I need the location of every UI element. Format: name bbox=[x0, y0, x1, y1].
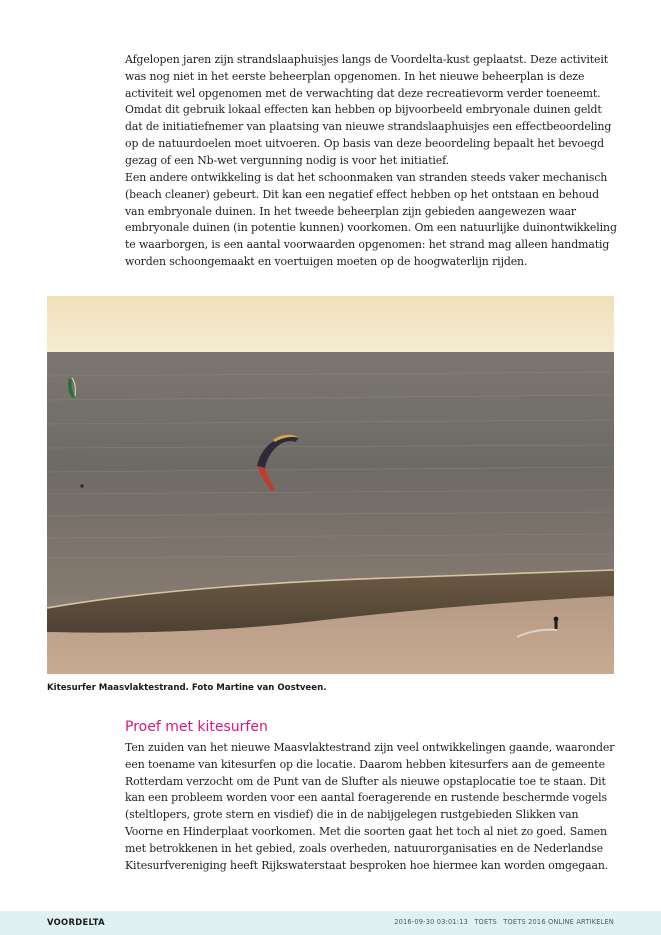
sky bbox=[47, 296, 614, 352]
section-heading: Proef met kitesurfen bbox=[125, 719, 268, 735]
footer-publication: TOETS 2016 ONLINE ARTIKELEN bbox=[503, 918, 614, 926]
footer-section-label: VOORDELTA bbox=[47, 917, 105, 927]
footer-timestamp: 2016-09-30 03:01:13 bbox=[394, 918, 469, 926]
intro-paragraph-beach-cleaning: Een andere ontwikkeling is dat het schoonmaken van stranden steeds vaker mechanisch (beach cleaner) gebeurt. Dit kan een negatief effect hebben op het ontstaan en behoud van embryonale duinen. In het tweede beheerplan zijn gebieden aangewezen waar embryonale duinen (in potentie kunnen) voorkomen. Om een natuurlijke duinontwikkeling te waarborgen, is een aantal voorwaarden opgenomen: het strand mag alleen handmatig worden schoongemaakt en voertuigen moeten op de hoogwaterlijn rijden. bbox=[125, 171, 617, 268]
distant-surfer bbox=[80, 484, 83, 487]
footer-meta bbox=[394, 918, 614, 926]
kitesurfer-photo bbox=[47, 296, 614, 674]
photo-caption: Kitesurfer Maasvlaktestrand. Foto Martine van Oostveen. bbox=[47, 683, 327, 693]
page-footer bbox=[0, 911, 661, 935]
section-paragraph: Ten zuiden van het nieuwe Maasvlaktestrand zijn veel ontwikkelingen gaande, waaronder een toename van kitesurfen op die locatie. Daarom hebben kitesurfers aan de gemeente Rotterdam verzocht om de Punt van de Slufter als nieuwe opstaplocatie toe te staan. Dit kan een probleem worden voor een aantal foeragerende en rustende beschermde vogels (steltlopers, grote stern en visdief) die in de nabijgelegen rustgebieden Slikken van Voorne en Hinderplaat voorkomen. Met die soorten gaat het toch al niet zo goed. Samen met betrokkenen in het gebied, zoals overheden, natuurorganisaties en de Nederlandse Kitesurfvereniging heeft Rijkswaterstaat besproken hoe hiermee kan worden omgegaan. bbox=[125, 741, 615, 872]
intro-paragraph-beach-huts: Afgelopen jaren zijn strandslaaphuisjes langs de Voordelta-kust geplaatst. Deze activiteit was nog niet in het eerste beheerplan opgenomen. In het nieuwe beheerplan is deze activiteit wel opgenomen met de verwachting dat deze recreatievorm verder toeneemt. Omdat dit gebruik lokaal effecten kan hebben op bijvoorbeeld embryonale duinen geldt dat de initiatiefnemer van plaatsing van nieuwe strandslaaphuisjes een effectbeoordeling op de natuurdoelen moet uitvoeren. Op basis van deze beoordeling bepaalt het bevoegd gezag of een Nb-wet vergunning nodig is voor het initiatief. bbox=[125, 53, 612, 167]
footer-publication-prefix: TOETS bbox=[474, 918, 497, 926]
